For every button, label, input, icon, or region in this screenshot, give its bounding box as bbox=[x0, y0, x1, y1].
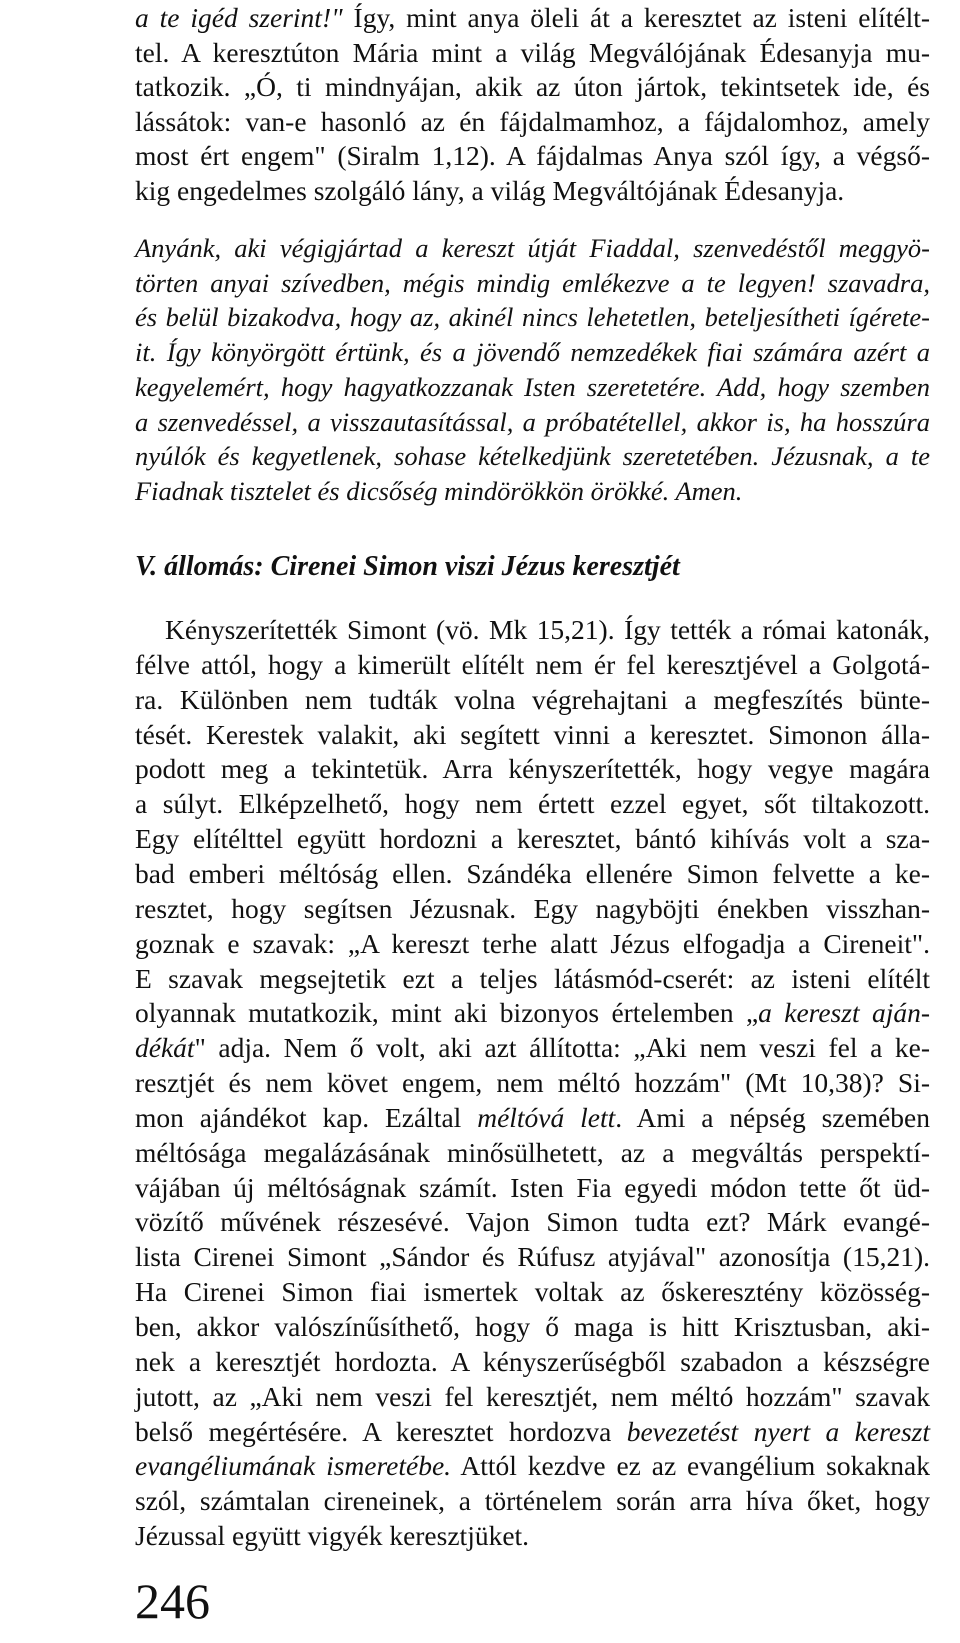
text-run: vözítő művének részesévé. Vajon Simon tudta ezt? Márk evangé- bbox=[135, 1206, 930, 1238]
text-line bbox=[135, 684, 930, 716]
text-run: resztjét és nem követ engem, nem méltó hozzám" (Mt 10,38)? Si- bbox=[135, 1067, 930, 1099]
text-run: törten anyai szívedben, mégis mindig emlékezve a te legyen! szavadra, bbox=[135, 267, 930, 298]
text-run: nek a keresztjét hordozta. A kényszerűségből szabadon a készségre bbox=[135, 1345, 930, 1377]
text-run: tatkozik. „Ó, ti mindnyájan, akik az úton jártok, tekintsetek ide, és bbox=[135, 71, 930, 103]
text-line bbox=[135, 1311, 930, 1343]
text-run: kig engedelmes szolgáló lány, a világ Megváltójának Édesanyja. bbox=[135, 175, 845, 206]
text-line bbox=[135, 407, 930, 438]
text-run: ra. Különben nem tudták volna végrehajtani a megfeszítés bünte- bbox=[135, 683, 930, 715]
text-line bbox=[135, 1172, 930, 1204]
text-line bbox=[135, 1102, 930, 1134]
section-heading: V. állomás: Cirenei Simon viszi Jézus keresztjét bbox=[135, 551, 680, 582]
text-line bbox=[135, 893, 930, 925]
text-run: kegyelemért, hogy hagyatkozzanak Isten szeretetére. Add, hogy szemben bbox=[135, 371, 930, 402]
text-run: méltósága megalázásának minősülhetett, az a megváltás perspektí- bbox=[135, 1136, 930, 1168]
text-run: Anyánk, aki végigjártad a kereszt útját Fiaddal, szenvedéstől meggyö- bbox=[135, 233, 930, 263]
text-run: E szavak megsejtetik ezt a teljes látásmód-cserét: az isteni elítélt bbox=[135, 962, 930, 994]
text-line bbox=[135, 858, 930, 890]
text-run: resztet, hogy segítsen Jézusnak. Egy nagyböjti énekben visszhan- bbox=[135, 892, 930, 924]
text-line bbox=[135, 268, 930, 299]
text-run: mon ajándékot kap. Ezáltal bbox=[135, 1101, 478, 1133]
text-run: Így, mint anya öleli át a keresztet az isteni elítélt- bbox=[353, 2, 931, 33]
text-line bbox=[135, 753, 930, 785]
text-line bbox=[135, 1032, 930, 1064]
text-run: félve attól, hogy a kimerült elítélt nem ér fel keresztjével a Golgotá- bbox=[135, 648, 930, 680]
text-run: a szenvedéssel, a visszautasítással, a próbatétellel, akkor is, ha hosszúra bbox=[135, 406, 930, 437]
text-run: és belül bizakodva, hogy az, akinél nincs lehetetlen, beteljesítheti ígérete- bbox=[135, 302, 930, 333]
text-run: Jézussal együtt vigyék keresztjüket. bbox=[135, 1520, 530, 1552]
text-line bbox=[135, 788, 930, 820]
text-run: a súlyt. Elképzelhető, hogy nem értett ezzel egyet, sőt tiltakozott. bbox=[135, 788, 930, 820]
text-run: most ért engem" (Siralm 1,12). A fájdalmas Anya szól így, a végső- bbox=[135, 140, 930, 172]
text-line bbox=[135, 1450, 930, 1482]
text-line bbox=[135, 649, 930, 681]
text-run: olyannak mutatkozik, mint aki bizonyos értelemben „ bbox=[135, 997, 759, 1029]
text-run: belső megértésére. A keresztet hordozva bbox=[135, 1415, 627, 1447]
text-line bbox=[135, 175, 844, 207]
text-run: Attól kezdve ez az evangélium sokaknak bbox=[451, 1450, 931, 1482]
text-line bbox=[135, 1416, 930, 1448]
text-line bbox=[135, 1206, 930, 1238]
text-line bbox=[135, 140, 930, 172]
text-line bbox=[135, 719, 930, 751]
text-run: tését. Kerestek valakit, aki segített vinni a keresztet. Simonon álla- bbox=[135, 718, 930, 750]
text-line bbox=[135, 106, 930, 138]
text-line bbox=[135, 37, 930, 69]
text-line bbox=[135, 1520, 529, 1552]
text-run: podott meg a tekintetük. Arra kényszerítették, hogy vegye magára bbox=[135, 753, 930, 785]
text-line bbox=[135, 2, 930, 34]
italic-text-run: bevezetést nyert a kereszt bbox=[626, 1415, 931, 1447]
text-run: Egy elítélttel együtt hordozni a keresztet, bántó kihívás volt a sza- bbox=[135, 823, 930, 855]
text-run: bad emberi méltóság ellen. Szándéka ellenére Simon felvette a ke- bbox=[135, 857, 930, 889]
text-run: ben, akkor valószínűsíthető, hogy ő maga is hitt Krisztusban, aki- bbox=[135, 1311, 930, 1342]
text-run: nyúlók és kegyetlenek, sohase kételkedjünk szeretetében. Jézusnak, a te bbox=[135, 441, 930, 472]
text-line bbox=[135, 337, 930, 368]
text-line bbox=[135, 441, 930, 472]
text-line bbox=[135, 1485, 930, 1517]
page-number: 246 bbox=[135, 1573, 210, 1629]
text-run: jutott, az „Aki nem veszi fel keresztjét, nem méltó hozzám" szavak bbox=[135, 1380, 930, 1412]
text-line bbox=[135, 1241, 930, 1273]
text-line bbox=[135, 963, 930, 995]
text-run: lássátok: van-e hasonló az én fájdalmamhoz, a fájdalomhoz, amely bbox=[135, 105, 930, 137]
text-line bbox=[135, 1381, 930, 1413]
text-line bbox=[135, 928, 930, 960]
italic-text-run: méltóvá lett bbox=[477, 1101, 616, 1133]
italic-text-run: a kereszt aján- bbox=[758, 997, 930, 1029]
text-run: goznak e szavak: „A kereszt terhe alatt Jézus elfogadja a Cireneit". bbox=[135, 927, 930, 959]
text-run: . Ami a népség szemében bbox=[615, 1101, 930, 1133]
text-line bbox=[135, 1276, 930, 1308]
text-run: Kényszerítették Simont (vö. Mk 15,21). Így tették a római katonák, bbox=[165, 614, 930, 645]
text-run: it. Így könyörgött értünk, és a jövendő nemzedékek fiai számára azért a bbox=[135, 337, 930, 368]
text-line bbox=[135, 476, 742, 507]
text-run: szól, számtalan cireneinek, a történelem során arra híva őket, hogy bbox=[135, 1485, 930, 1517]
italic-text-run: dékát bbox=[135, 1032, 195, 1064]
text-run: Ha Cirenei Simon fiai ismertek voltak az őskeresztény közösség- bbox=[135, 1276, 930, 1308]
text-line bbox=[135, 372, 930, 403]
italic-text-run: a te igéd szerint!" bbox=[135, 2, 354, 33]
text-run: tel. A keresztúton Mária mint a világ Megválójának Édesanyja mu- bbox=[135, 36, 930, 68]
italic-text-run: evangéliumának ismeretébe. bbox=[135, 1450, 452, 1482]
text-run: vájában új méltóságnak számít. Isten Fia egyedi módon tette őt üd- bbox=[135, 1171, 930, 1203]
text-line bbox=[135, 1137, 930, 1169]
text-line bbox=[135, 997, 930, 1029]
text-line bbox=[135, 1067, 930, 1099]
text-line bbox=[135, 302, 930, 333]
text-line bbox=[135, 823, 930, 855]
text-run: Fiadnak tisztelet és dicsőség mindörökkön örökké. Amen. bbox=[135, 475, 743, 506]
text-line bbox=[135, 1346, 930, 1378]
text-line bbox=[135, 71, 930, 103]
text-line bbox=[165, 614, 930, 646]
text-line bbox=[135, 233, 930, 264]
text-run: lista Cirenei Simont „Sándor és Rúfusz atyjával" azonosítja (15,21). bbox=[135, 1241, 930, 1273]
text-run: " adja. Nem ő volt, aki azt állította: „Aki nem veszi fel a ke- bbox=[194, 1032, 930, 1064]
